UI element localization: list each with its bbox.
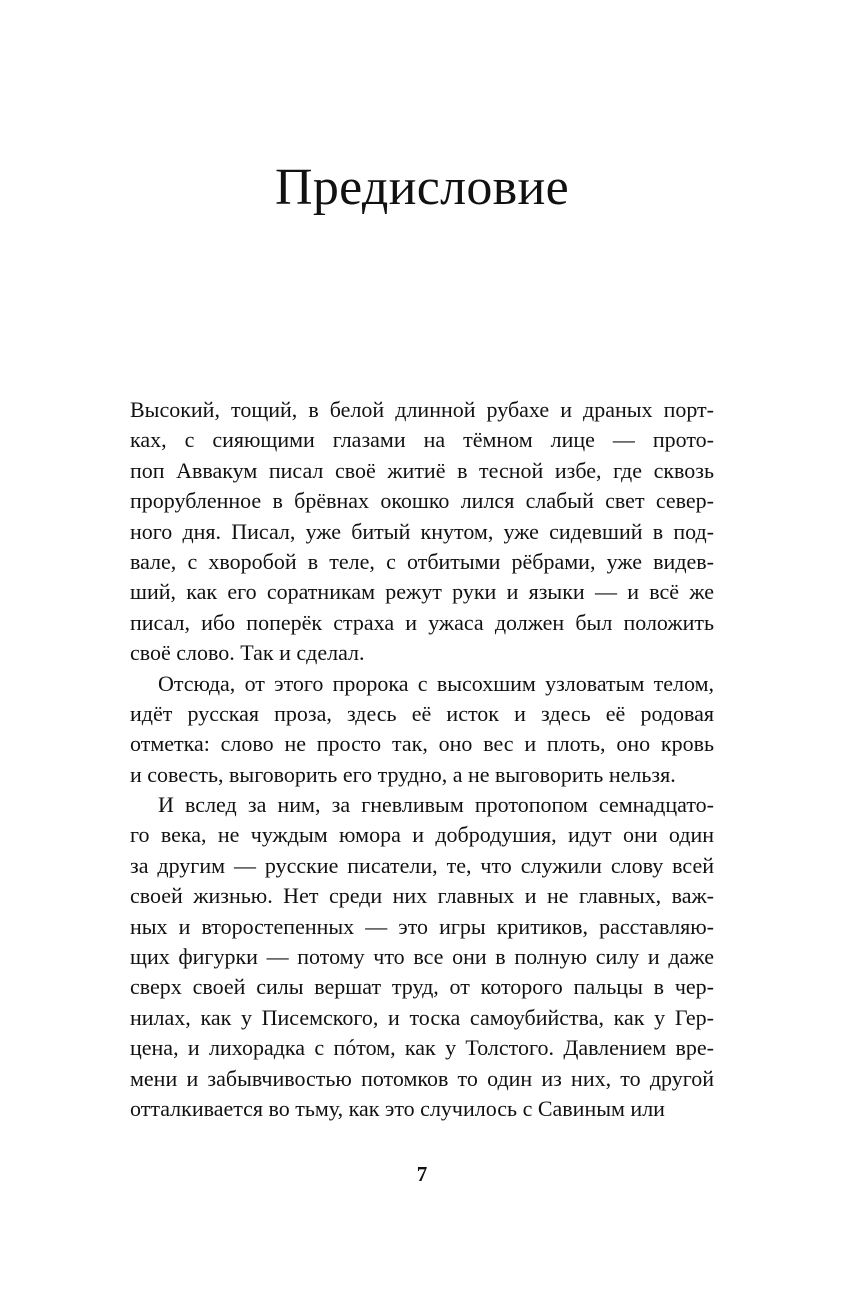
page-title: Предисловие	[274, 159, 570, 216]
text-line: цена, и лихорадка с пóтом, как у Толстого. Давлением вре-	[130, 1035, 714, 1061]
text-line: писал, ибо поперёк страха и ужаса должен был положить	[130, 609, 714, 635]
text-line: мени и забывчивостью потомков то один из них, то другой	[130, 1065, 714, 1091]
text-line: поп Аввакум писал своё житиё в тесной избе, где сквозь	[130, 457, 714, 483]
text-line: И вслед за ним, за гневливым протопопом семнадцато-	[158, 792, 714, 818]
text-line: ного дня. Писал, уже битый кнутом, уже сидевший в под-	[130, 518, 714, 544]
paragraph	[130, 669, 714, 791]
text-line: ках, с сияющими глазами на тёмном лице — прото-	[130, 427, 714, 453]
paragraph	[130, 395, 714, 669]
text-line: сверх своей силы вершат труд, от которого пальцы в чер-	[130, 974, 714, 1000]
text-line: щих фигурки — потому что все они в полную силу и даже	[130, 944, 714, 970]
text-line: ных и второстепенных — это игры критиков, расставляю-	[130, 913, 714, 939]
text-line: прорубленное в брёвнах окошко лился слабый свет север-	[130, 488, 714, 514]
text-line: ший, как его соратникам режут руки и языки — и всё же	[130, 579, 714, 605]
text-line: идёт русская проза, здесь её исток и здесь её родовая	[130, 700, 714, 726]
page-number: 7	[416, 1162, 428, 1186]
text-line: вале, с хворобой в теле, с отбитыми рёбрами, уже видев-	[130, 548, 714, 574]
text-line: своё слово. Так и сделал.	[130, 640, 365, 666]
text-line: нилах, как у Писемского, и тоска самоубийства, как у Гер-	[130, 1004, 714, 1030]
text-line: отталкивается во тьму, как это случилось с Савиным или	[130, 1095, 665, 1121]
text-line: своей жизнью. Нет среди них главных и не главных, важ-	[130, 883, 714, 909]
text-line: Высокий, тощий, в белой длинной рубахе и драных порт-	[130, 397, 714, 422]
body-text	[130, 395, 714, 1124]
text-line: отметка: слово не просто так, оно вес и плоть, оно кровь	[130, 731, 714, 757]
text-line: за другим — русские писатели, те, что служили слову всей	[130, 852, 714, 878]
paragraph	[130, 790, 714, 1124]
text-line: Отсюда, от этого пророка с высохшим узловатым телом,	[158, 670, 714, 696]
text-line: и совесть, выговорить его трудно, а не выговорить нельзя.	[130, 761, 676, 787]
text-line: го века, не чуждым юмора и добродушия, идут они один	[130, 822, 714, 848]
